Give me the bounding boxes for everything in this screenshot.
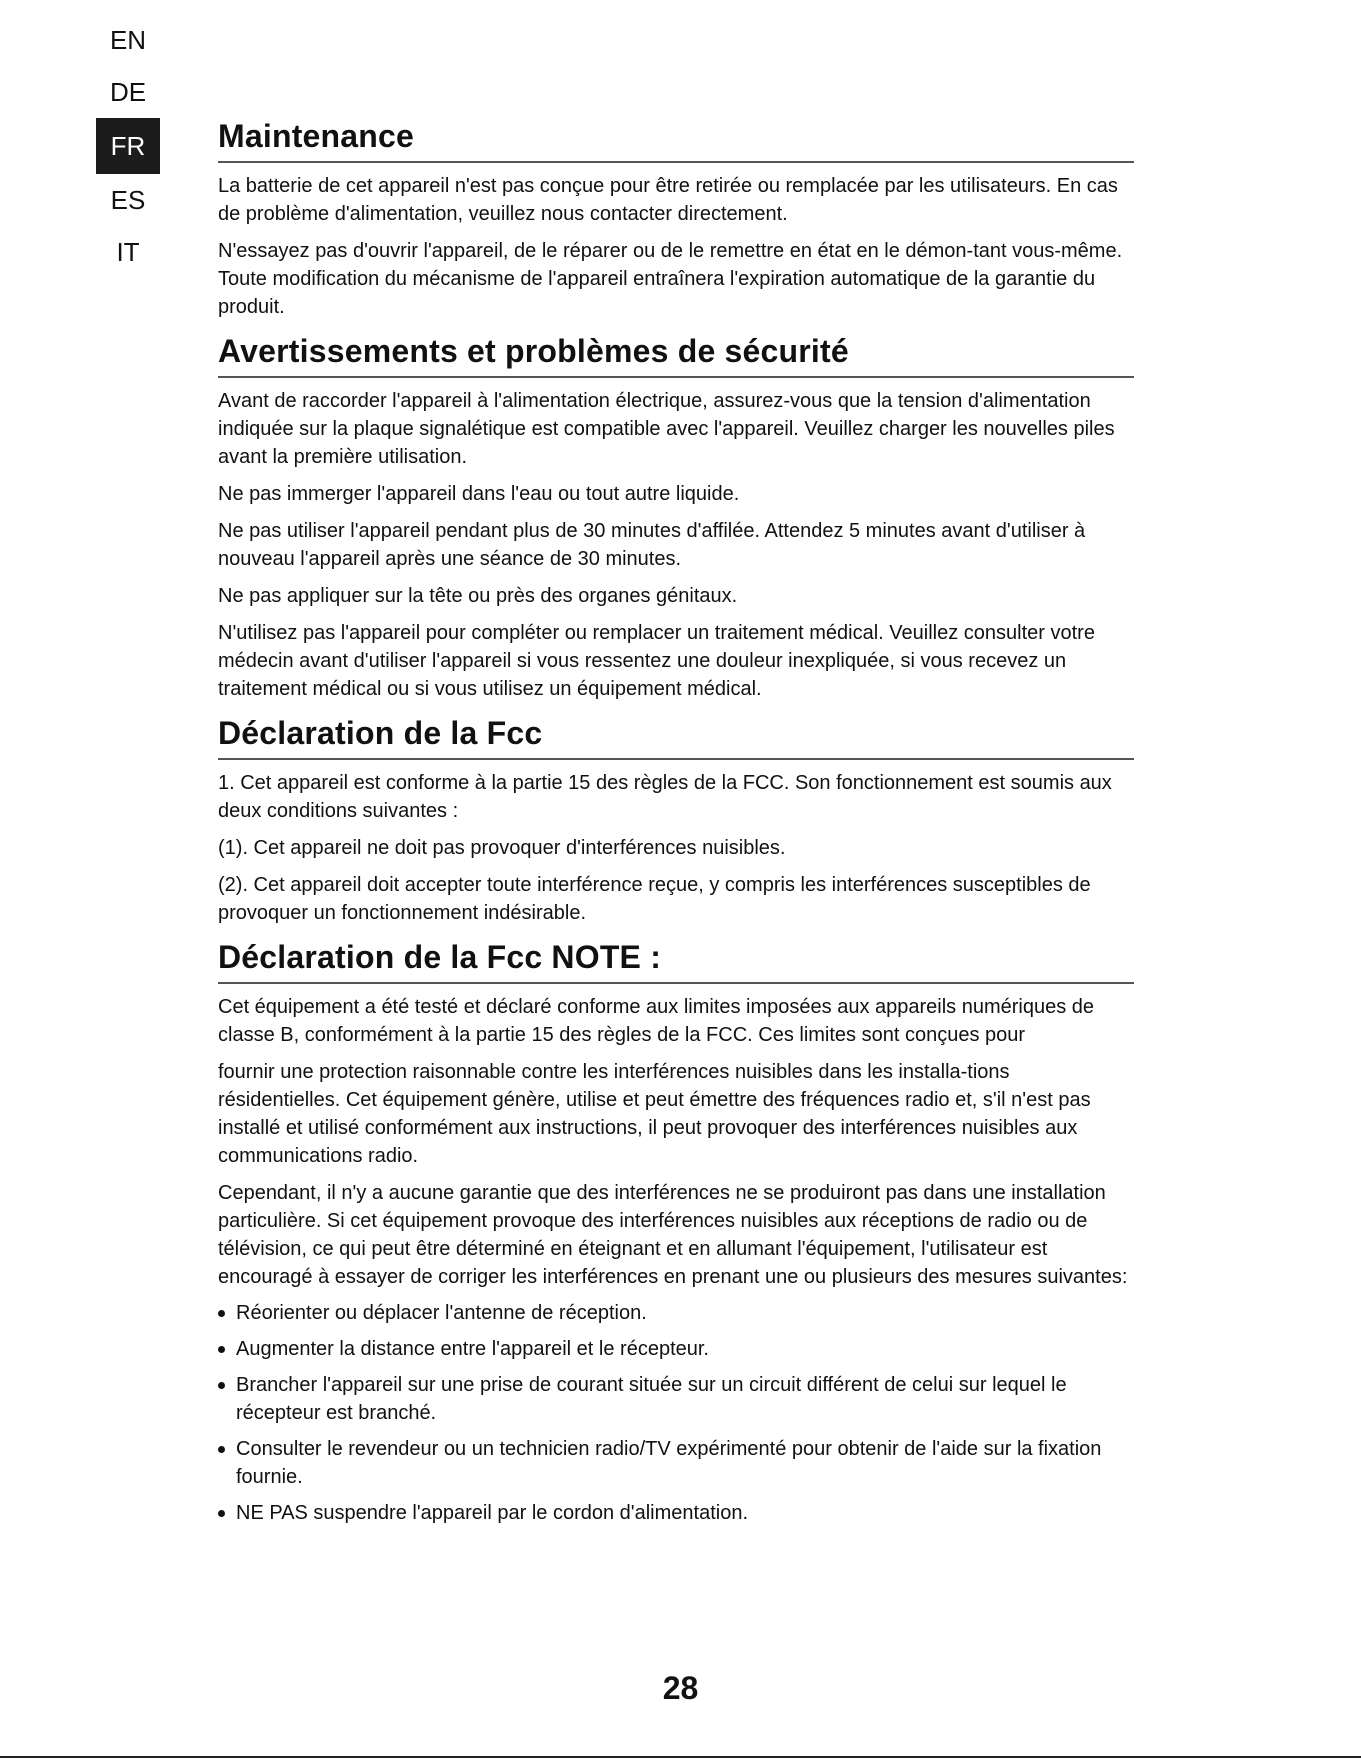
- list-item-text: Augmenter la distance entre l'appareil et le récepteur.: [236, 1338, 709, 1360]
- section-title: Avertissements et problèmes de sécurité: [218, 333, 1134, 378]
- list-item: [218, 1435, 1134, 1491]
- paragraph: fournir une protection raisonnable contre les interférences nuisibles dans les installa-tions résidentielles. Cet équipement génère, utilise et peut émettre des fréquences radio et, s'il n'est pas installé et utilisé conformément aux instructions, il peut provoquer des interférences nuisibles aux communications radio.: [218, 1061, 1091, 1167]
- list-item: [218, 1499, 1134, 1527]
- lang-tab-de[interactable]: DE: [109, 77, 147, 107]
- section-fcc-note: [218, 939, 1134, 1527]
- paragraph: 1. Cet appareil est conforme à la partie 15 des règles de la FCC. Son fonctionnement est soumis aux deux conditions suivantes :: [218, 772, 1112, 822]
- page-number: 28: [662, 1670, 699, 1706]
- list-item: [218, 1371, 1134, 1427]
- section-maintenance: [218, 118, 1134, 321]
- lang-tab-es[interactable]: ES: [110, 185, 146, 215]
- language-tabs: [96, 14, 160, 278]
- page-content: [218, 118, 1134, 1539]
- bullet-icon: [218, 1346, 225, 1353]
- section-safety-warnings: [218, 333, 1134, 703]
- list-item-text: Consulter le revendeur ou un technicien radio/TV expérimenté pour obtenir de l'aide sur la fixation fournie.: [236, 1438, 1102, 1488]
- lang-tab-en[interactable]: EN: [109, 25, 147, 55]
- bullet-icon: [218, 1310, 225, 1317]
- list-item: [218, 1299, 1134, 1327]
- section-fcc-declaration: [218, 715, 1134, 927]
- bullet-list: [218, 1299, 1134, 1527]
- paragraph: (1). Cet appareil ne doit pas provoquer d'interférences nuisibles.: [218, 837, 786, 859]
- list-item-text: Brancher l'appareil sur une prise de courant située sur un circuit différent de celui sur lequel le récepteur est branché.: [236, 1374, 1067, 1424]
- list-item-text: Réorienter ou déplacer l'antenne de réception.: [236, 1302, 647, 1324]
- list-item-text: NE PAS suspendre l'appareil par le cordon d'alimentation.: [236, 1502, 749, 1524]
- paragraph: La batterie de cet appareil n'est pas conçue pour être retirée ou remplacée par les utilisateurs. En cas de problème d'alimentation, veuillez nous contacter directement.: [218, 175, 1118, 225]
- section-title: Maintenance: [218, 118, 1134, 163]
- section-title: Déclaration de la Fcc NOTE :: [218, 939, 1134, 984]
- paragraph: Cependant, il n'y a aucune garantie que des interférences ne se produiront pas dans une installation particulière. Si cet équipement provoque des interférences nuisibles aux réceptions de radio ou de télévision, ce qui peut être déterminé en éteignant et en allumant l'équipement, l'utilisateur est encouragé à essayer de corriger les interférences en prenant une ou plusieurs des mesures suivantes:: [218, 1182, 1128, 1288]
- paragraph: (2). Cet appareil doit accepter toute interférence reçue, y compris les interférences susceptibles de provoquer un fonctionnement indésirable.: [218, 874, 1091, 924]
- section-title: Déclaration de la Fcc: [218, 715, 1134, 760]
- list-item: [218, 1335, 1134, 1363]
- bottom-divider: [0, 1756, 1361, 1758]
- paragraph: N'essayez pas d'ouvrir l'appareil, de le réparer ou de le remettre en état en le démon-tant vous-même. Toute modification du mécanisme de l'appareil entraînera l'expiration automatique de la garantie du produit.: [218, 240, 1123, 318]
- paragraph: Cet équipement a été testé et déclaré conforme aux limites imposées aux appareils numériques de classe B, conformément à la partie 15 des règles de la FCC. Ces limites sont conçues pour: [218, 996, 1095, 1046]
- lang-tab-fr[interactable]: FR: [96, 118, 160, 174]
- paragraph: Avant de raccorder l'appareil à l'alimentation électrique, assurez-vous que la tension d'alimentation indiquée sur la plaque signalétique est compatible avec l'appareil. Veuillez charger les nouvelles piles avant la première utilisation.: [218, 390, 1115, 468]
- paragraph: N'utilisez pas l'appareil pour compléter ou remplacer un traitement médical. Veuillez consulter votre médecin avant d'utiliser l'appareil si vous ressentez une douleur inexpliquée, si vous recevez un traitement médical ou si vous utilisez un équipement médical.: [218, 622, 1095, 700]
- paragraph: Ne pas utiliser l'appareil pendant plus de 30 minutes d'affilée. Attendez 5 minutes avant d'utiliser à nouveau l'appareil après une séance de 30 minutes.: [218, 520, 1086, 570]
- paragraph: Ne pas appliquer sur la tête ou près des organes génitaux.: [218, 585, 738, 607]
- bullet-icon: [218, 1510, 225, 1517]
- paragraph: Ne pas immerger l'appareil dans l'eau ou tout autre liquide.: [218, 483, 740, 505]
- lang-tab-it[interactable]: IT: [116, 237, 140, 267]
- bullet-icon: [218, 1446, 225, 1453]
- bullet-icon: [218, 1382, 225, 1389]
